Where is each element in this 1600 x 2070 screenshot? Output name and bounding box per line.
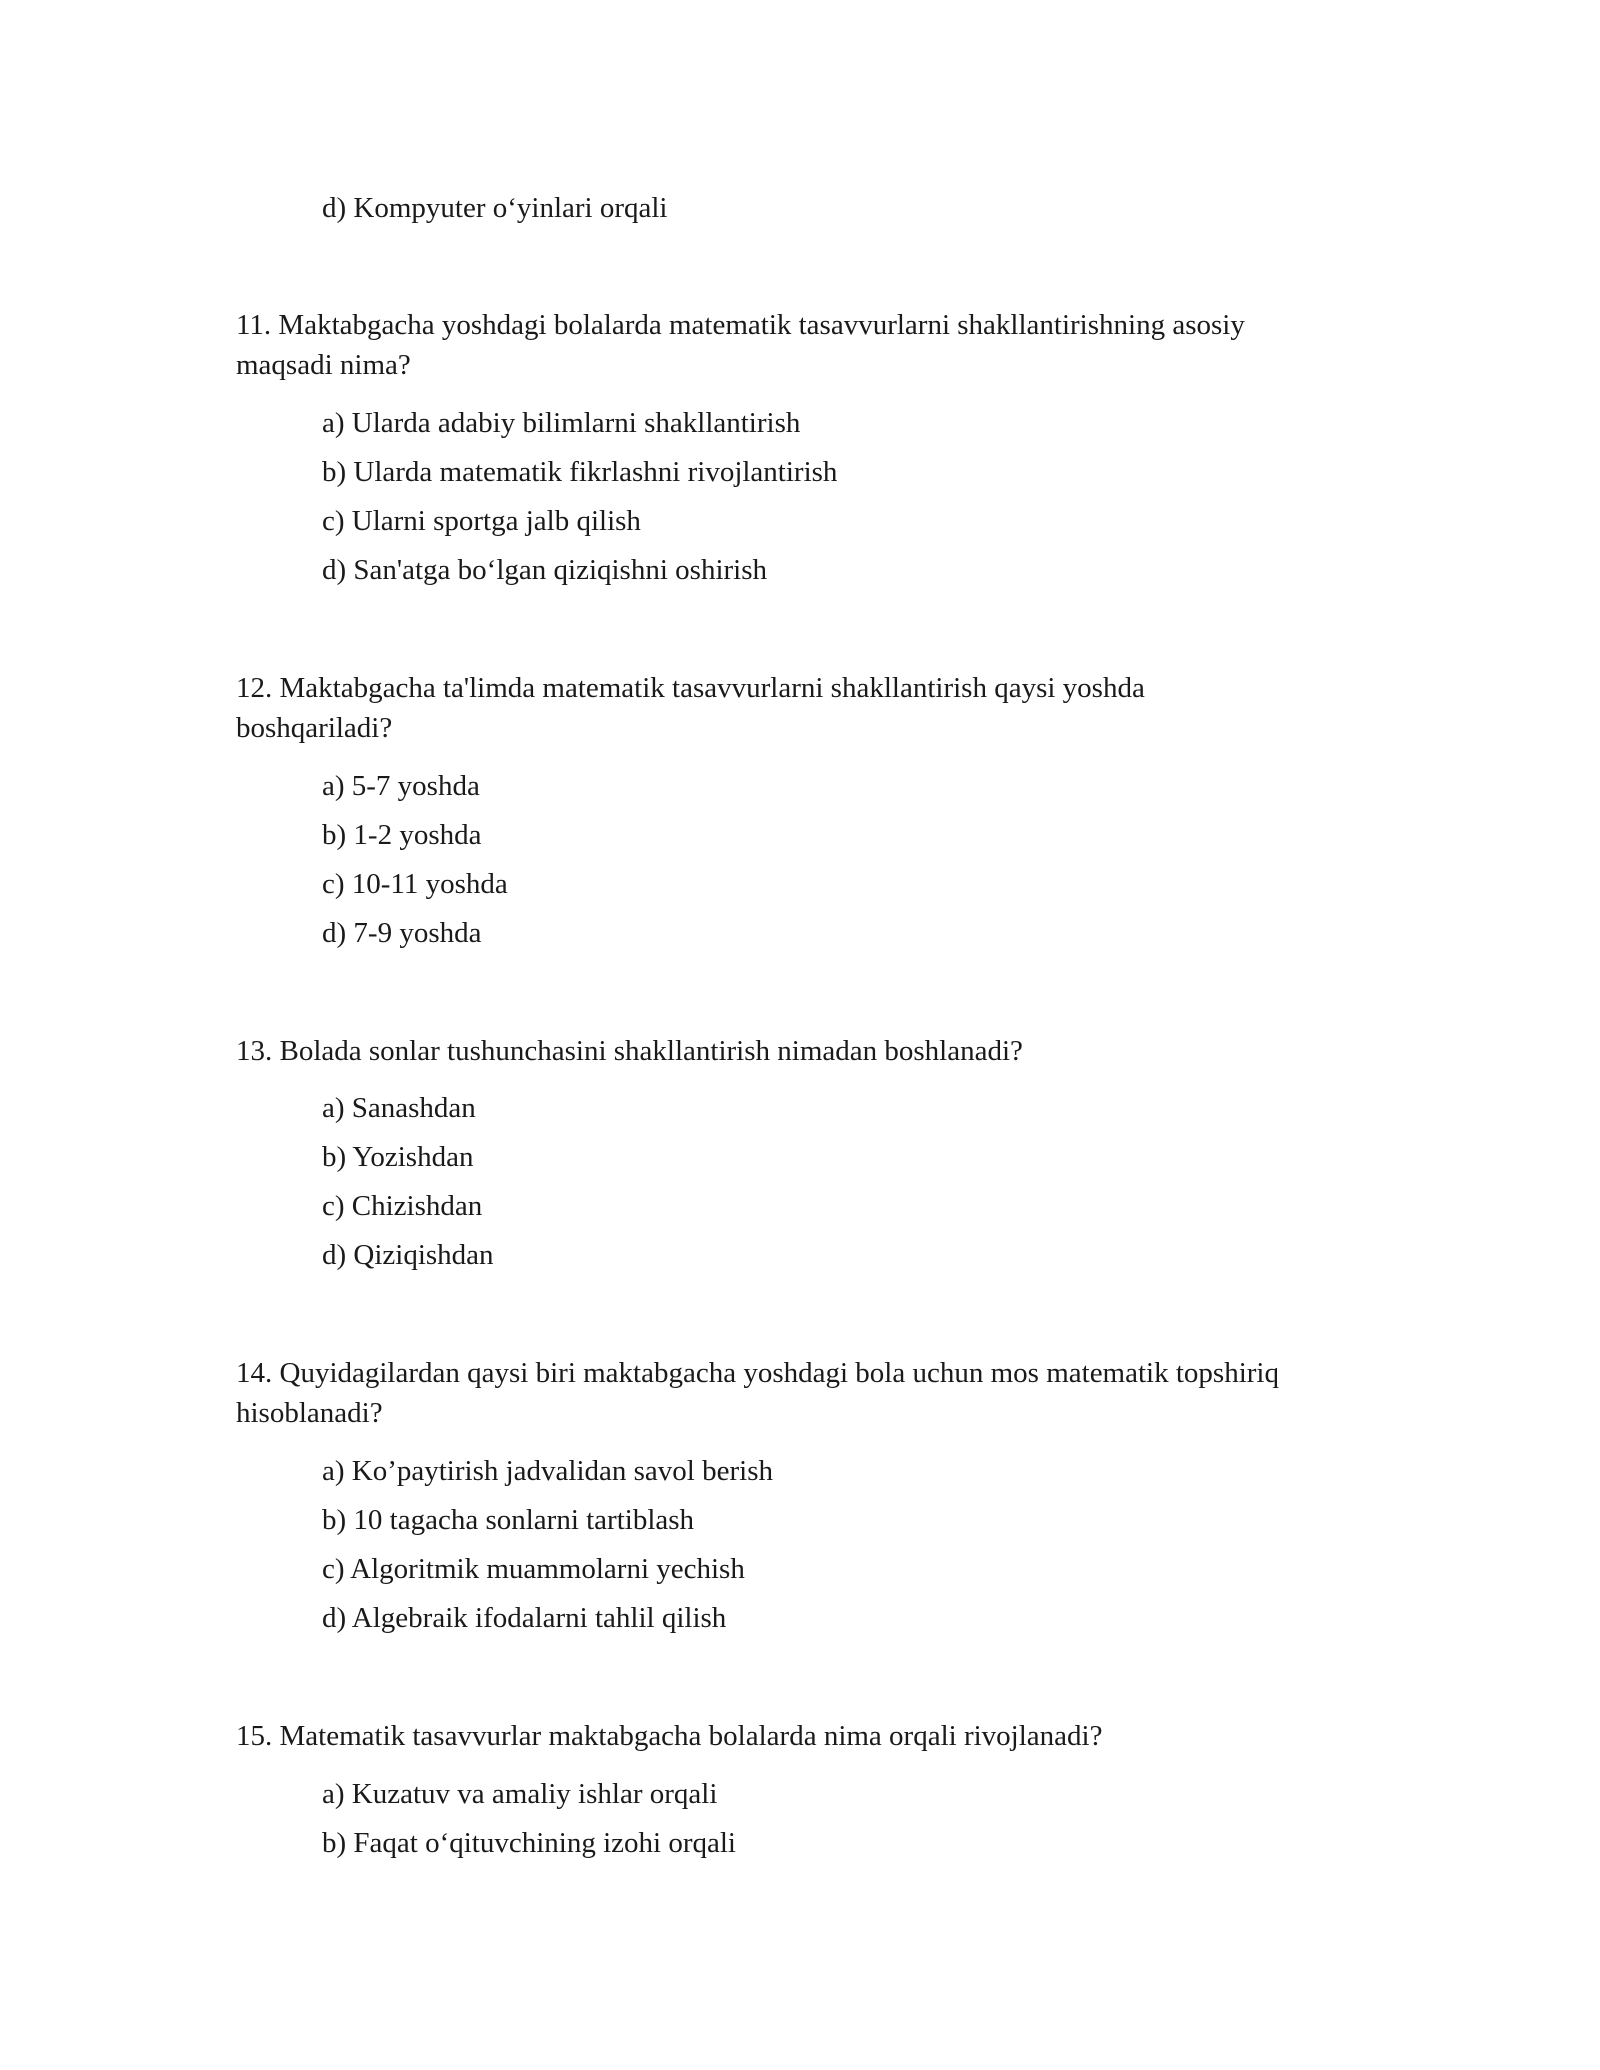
- option-13-c: c) Chizishdan: [322, 1190, 483, 1222]
- question-11-text-cont: maqsadi nima?: [236, 349, 411, 381]
- option-14-b: b) 10 tagacha sonlarni tartiblash: [322, 1504, 695, 1536]
- option-11-c: c) Ularni sportga jalb qilish: [322, 505, 641, 537]
- question-13-text: 13. Bolada sonlar tushunchasini shakllantirish nimadan boshlanadi?: [236, 1035, 1023, 1067]
- question-12-text: 12. Maktabgacha ta'limda matematik tasavvurlarni shakllantirish qaysi yoshda: [236, 672, 1145, 704]
- question-12-text-cont: boshqariladi?: [236, 712, 393, 744]
- option-15-b: b) Faqat o‘qituvchining izohi orqali: [322, 1827, 736, 1859]
- question-11-text: 11. Maktabgacha yoshdagi bolalarda matematik tasavvurlarni shakllantirishning asosiy: [236, 309, 1245, 341]
- option-13-b: b) Yozishdan: [322, 1141, 474, 1173]
- option-14-a: a) Ko’paytirish jadvalidan savol berish: [322, 1455, 773, 1487]
- question-15-text: 15. Matematik tasavvurlar maktabgacha bolalarda nima orqali rivojlanadi?: [236, 1720, 1103, 1752]
- option-12-c: c) 10-11 yoshda: [322, 868, 508, 900]
- option-14-c: c) Algoritmik muammolarni yechish: [322, 1553, 745, 1585]
- option-12-b: b) 1-2 yoshda: [322, 819, 482, 851]
- option-15-a: a) Kuzatuv va amaliy ishlar orqali: [322, 1778, 718, 1810]
- option-11-b: b) Ularda matematik fikrlashni rivojlantirish: [322, 456, 838, 488]
- option-13-a: a) Sanashdan: [322, 1092, 476, 1124]
- option-12-d: d) 7-9 yoshda: [322, 917, 482, 949]
- question-14-text-cont: hisoblanadi?: [236, 1397, 383, 1429]
- question-14-text: 14. Quyidagilardan qaysi biri maktabgacha yoshdagi bola uchun mos matematik topshiriq: [236, 1357, 1279, 1389]
- option-11-d: d) San'atga bo‘lgan qiziqishni oshirish: [322, 554, 767, 586]
- option-10-d: d) Kompyuter o‘yinlari orqali: [322, 192, 668, 224]
- option-14-d: d) Algebraik ifodalarni tahlil qilish: [322, 1602, 727, 1634]
- option-11-a: a) Ularda adabiy bilimlarni shakllantirish: [322, 407, 801, 439]
- option-13-d: d) Qiziqishdan: [322, 1239, 494, 1271]
- option-12-a: a) 5-7 yoshda: [322, 770, 480, 802]
